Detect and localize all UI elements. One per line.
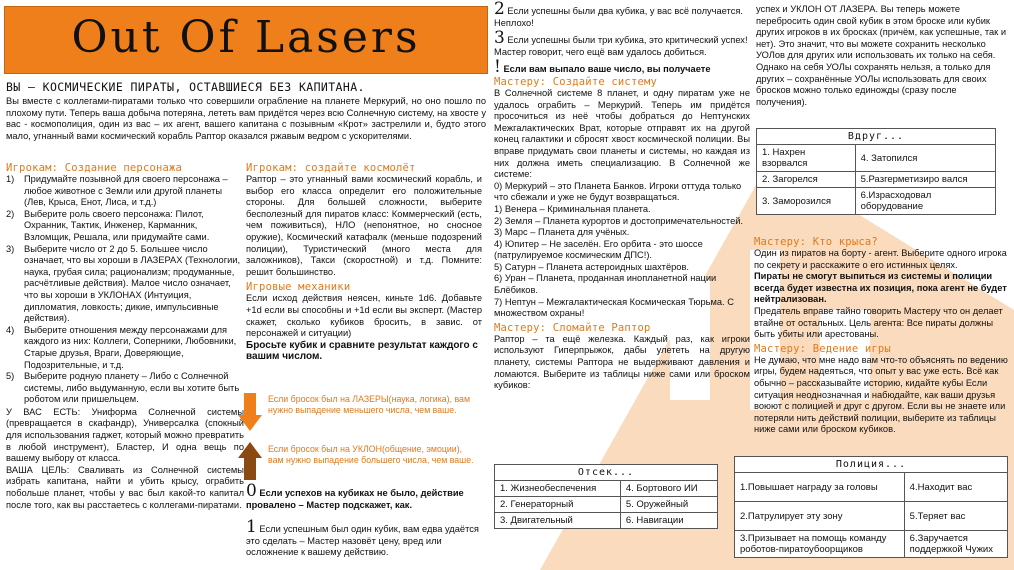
table-cell: 3.Призывает на помощь команду роботов-пиратоубоорщиков: [735, 531, 905, 558]
rat-text: Один из пиратов на борту - агент. Выберите одного игрока по секрету и расскажите о его истинных целях.: [754, 248, 1007, 270]
lead-header: Мастеру: Ведение игры: [754, 342, 891, 355]
table-row: [757, 145, 996, 172]
list-item: [6, 371, 244, 406]
table-cell: 4. Затопился: [855, 145, 995, 172]
mechanics-text: Если исход действия неясен, киньте 1d6. Добавьте +1d если вы способны и +1d если вы эксперт. (Мастер скажет, сколько кубиков бросить, в завис. от персонажей и ситуации): [246, 293, 482, 339]
intro-text: Вы вместе с коллегами-пиратами только что совершили ограбление на планете Меркурий, но оно пошло по плохому пути. Теперь ваша добыча потеряна, лететь вам придётся через всю Солнечную систему, на хвосте у вас - космополиция, один из вас – их агент, вашего капитана с позывным «Крот» застрелили и, будто этого мало, угнанный вами космический корабль Раптор оказался ржавым ведром с ускорителями.: [6, 96, 486, 141]
players-list: [6, 174, 244, 406]
laser-success-text: успех и УКЛОН ОТ ЛАЗЕРА. Вы теперь можете перебросить один свой кубик в этом броске или кубик других игроков в их бросках (причём, как успешные, так и нет). Это значит, что вы можете сохранить несколько УОЛов для других или использовать их только на себя. Однако на себя УОЛы сохранять нельзя, а только для других – сохранённые УОЛы использовать для своих бросков можно только единожды (сразу после получения).: [756, 4, 1007, 107]
item-text: Выберите роль своего персонажа: Пилот, Охранник, Тактик, Инженер, Карманник, Взломщик, Решала, или придумайте сами.: [24, 208, 210, 242]
raptor-header: Мастеру: Сломайте Раптор: [494, 321, 651, 334]
rat-bold: Пираты не смогут выпиться из системы и полиции всегда будет известна их позиция, пока агент не будет нейтрализован.: [754, 271, 1007, 305]
table-cell: 5.Разгерметизиро вался: [855, 172, 995, 188]
up-arrow-icon: [238, 442, 262, 480]
list-item: 1) Венера – Криминальная планета.: [494, 203, 651, 214]
list-item: 2) Земля – Планета курортов и достопримечательностей.: [494, 215, 744, 226]
table-title: Полиция...: [735, 457, 1008, 473]
goal-text: ВАША ЦЕЛЬ: Сваливать из Солнечной системы избрать капитана, найти и убить крысу, ограбить побольше планет, чтобы у вас был какой-то капитал после того, как вы расстаетесь с коллегами-пиратами.: [6, 464, 244, 510]
raptor-text: Раптор – та ещё железка. Каждый раз, как игроки используют Гиперпрыжок, дабы улететь на другую планету, системы Раптора не выдерживают давления и ломаются. Выберите из таблицы ниже сами или броском кубиков:: [494, 333, 750, 391]
have-text: У ВАС ЕСТЬ: Униформа Солнечной системы (превращается в скафандр), Универсалка (спокный для использования гаджет, который можно превратить в любой инструмент), Бластер, И одна вещь по вашему выбору от класса.: [6, 406, 244, 464]
table-cell: 6. Навигации: [620, 513, 717, 529]
subtitle: ВЫ – КОСМИЧЕСКИЕ ПИРАТЫ, ОСТАВШИЕСЯ БЕЗ КАПИТАНА.: [6, 80, 365, 94]
item-number: 3): [6, 243, 15, 254]
item-text: Придумайте позывной для своего персонажа – любое животное с Земли или другой планеты (Лев, Крыса, Енот, Лиса, и т.д.): [24, 174, 228, 208]
item-number: 4): [6, 324, 15, 335]
table-cell: 1. Жизнеобеспечения: [495, 481, 621, 497]
master-system-header: Мастеру: Создайте систему: [494, 75, 658, 88]
rat-more: Предатель вправе тайно говорить Мастеру что он делает втайне от остальных. Цель агента: Все пираты должны быть убиты или арестованы.: [754, 305, 1003, 340]
dodge-warning: Если бросок был на УКЛОН(общение, эмоции), вам нужно выпадение большего числа, чем ваше.: [268, 444, 474, 465]
police-table: [734, 456, 1008, 558]
table-cell: 6.Израсходовал оборудование: [855, 188, 995, 215]
table-cell: 2.Патрулирует эту зону: [735, 502, 905, 531]
ship-header: Игрокам: создайте космолёт: [246, 162, 416, 174]
list-item: [6, 209, 244, 244]
list-item: 0) Меркурий – это Планета Банков. Игроки оттуда только что сбежали и уже не будут возвращаться.: [494, 180, 742, 203]
table-row: [735, 473, 1008, 502]
item-text: Выберите число от 2 до 5. Большее число означает, что вы хороши в ЛАЗЕРАХ (Технологии, наука, грубая сила; рационализм; продуманные, расчётливые действия). Малое число означает, что вы хороши в УКЛОНАХ (Интуиция, дипломатия, ловкость; дикие, импульсивные действия).: [24, 243, 241, 324]
players-header: Игрокам: Создание персонажа: [6, 162, 183, 174]
table-cell: 5. Оружейный: [620, 497, 717, 513]
list-item: [6, 325, 244, 371]
table-title: Отсек...: [495, 465, 718, 481]
result-two: 2 Если успешны были два кубика, у вас всё получается. Неплохо!: [494, 0, 743, 28]
list-item: 6) Уран – Планета, проданная инопланетной нации Блёбиков.: [494, 273, 717, 296]
table-cell: 5.Теряет вас: [904, 502, 1007, 531]
table-title: Вдруг...: [757, 129, 996, 145]
item-text: Выберите родную планету – Либо с Солнечной системы, либо выдуманную, если вы хотите быть роботом или пришельцем.: [24, 371, 240, 405]
table-cell: 6.Заручается поддержкой Чужих: [904, 531, 1007, 558]
result-exact: ! Если вам выпало ваше число, вы получаете: [494, 57, 711, 78]
planet-list: [494, 181, 750, 320]
result-zero: 0 Если успехов на кубиках не было, действие провалено – Мастер подскажет, как.: [246, 481, 464, 510]
list-item: 3) Марс – Планета для учёных.: [494, 227, 630, 238]
table-cell: 3. Двигательный: [495, 513, 621, 529]
table-cell: 1. Нахрен взорвался: [757, 145, 856, 172]
compartment-table: [494, 464, 718, 529]
table-row: [735, 531, 1008, 558]
mechanics-bold: Бросьте кубик и сравните результат каждого с вашим числом.: [246, 339, 478, 363]
table-row: [735, 502, 1008, 531]
lead-text: Не думаю, что мне надо вам что-то объяснять по ведению игры, будем надеяться, что опыт у вас уже есть. Всё как обычно – рассказывайте историю, кидайте кубы Если ситуация неоднозначная и набюдайте, как ваши друзья воюют с полицией и друг с другом. Если вы не знаете или потеряли нить действий полиции, выберите из таблицы ниже сами или броском кубиков.: [754, 354, 1008, 435]
item-text: Выберите отношения между персонажами для каждого из них: Коллеги, Соперники, Любовники, Старые друзья, Враги, Доверяющие, Подозрительные, и т.д.: [24, 324, 237, 370]
rat-header: Мастеру: Кто крыса?: [754, 236, 878, 248]
players-section: [6, 162, 244, 511]
table-row: [495, 481, 718, 497]
table-row: [495, 513, 718, 529]
table-cell: 2. Загорелся: [757, 172, 856, 188]
list-item: 4) Юпитер – Не заселён. Его орбита - это шоссе (патрулируемое космическим ДПС!).: [494, 238, 703, 261]
result-three: 3 Если успешны были три кубика, это критический успех! Мастер говорит, чего ещё вам удалось добиться.: [494, 28, 748, 57]
item-number: 1): [6, 174, 15, 184]
ship-text: Раптор – это угнанный вами космический корабль, и выбор его класса определит его положительные стороны. Для большей сложности, выберите бесполезный для пиратов класс: Коммерческий (есть, чем поживиться), НЛО (непонятное, но сносное оружие), Космический катафалк (меньше подозрений полиции), Туристический (много места для заложников), Такси (скоростной) и т.д. Помните: решит большинство.: [246, 174, 482, 277]
master-system-intro: В Солнечной системе 8 планет, и одну пиратам уже не удалось ограбить – Меркурий. Теперь им придётся просочиться из неё чтобы добраться до Нептунских Межгалактических Врат, которые отправят их на другой конец галактики и сбросят хвост космической полиции. Вы вправе придумать свои планеты и системы, но каждая из них должна иметь специализацию. В Солнечной же системе:: [494, 87, 750, 180]
suddenly-table: [756, 128, 996, 215]
item-number: 5): [6, 371, 15, 382]
table-cell: 4.Находит вас: [904, 473, 1007, 502]
list-item: 5) Сатурн – Планета астероидных шахтёров.: [494, 261, 689, 272]
mechanics-header: Игровые механики: [246, 281, 351, 294]
table-row: [757, 188, 996, 215]
list-item: [6, 174, 244, 209]
table-row: [757, 172, 996, 188]
results-column: [494, 0, 750, 392]
list-item: 7) Нептун – Межгалактическая Космическая Тюрьма. С множеством охраны!: [494, 296, 734, 319]
table-cell: 2. Генераторный: [495, 497, 621, 513]
table-cell: 4. Бортового ИИ: [620, 481, 717, 497]
table-row: [495, 497, 718, 513]
list-item: [6, 244, 244, 325]
page-title: Out Of Lasers: [71, 12, 421, 63]
table-cell: 1.Повышает награду за головы: [735, 473, 905, 502]
result-one: 1 Если успешным был один кубик, вам едва удаётся это сделать – Мастер назовёт цену, вред или осложнение к вашему действию.: [246, 517, 479, 558]
title-banner: [4, 6, 488, 74]
ship-section: [246, 162, 482, 363]
laser-warning: Если бросок был на ЛАЗЕРЫ(наука, логика), вам нужно выпадение меньшего числа, чем ваше.: [268, 394, 470, 415]
table-cell: 3. Заморозился: [757, 188, 856, 215]
rat-section: [754, 236, 1008, 436]
item-number: 2): [6, 208, 15, 219]
down-arrow-icon: [238, 393, 262, 431]
